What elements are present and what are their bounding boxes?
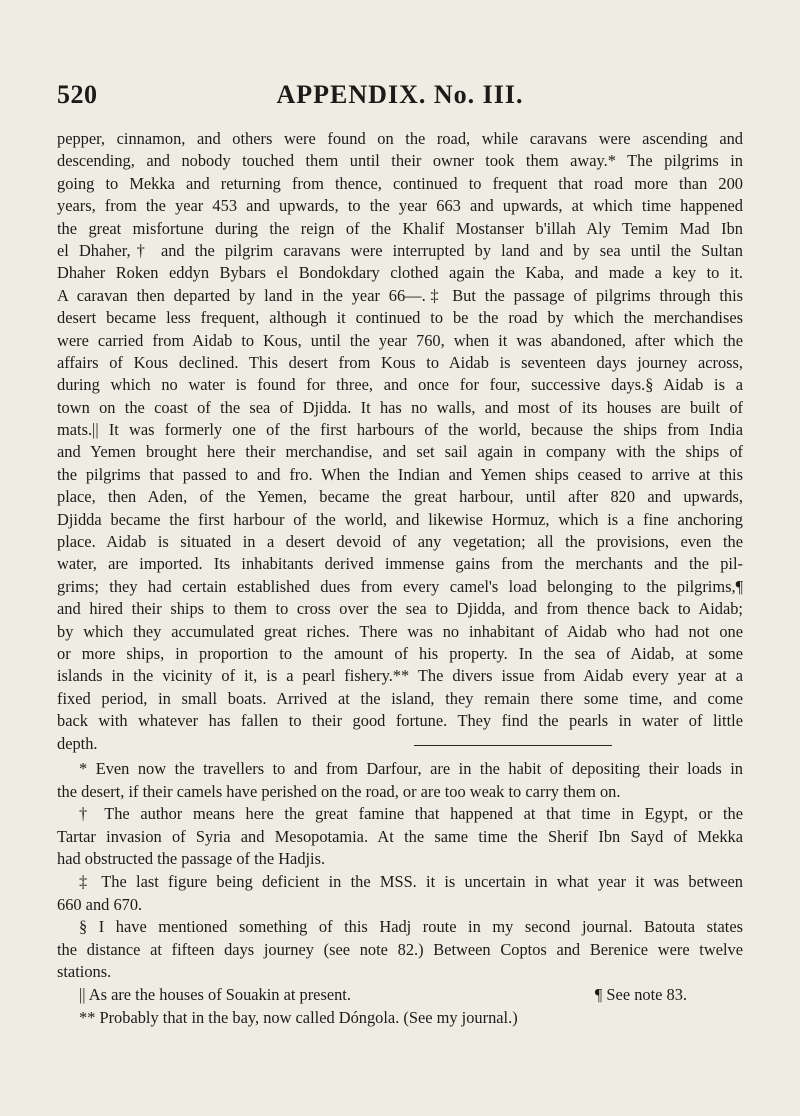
text-line: town on the coast of the sea of Djidda. It has no walls, and most of its houses are built of (57, 397, 743, 417)
footnote-line: stations. (57, 962, 112, 982)
footnote-line: ‡ The last figure being deficient in the MSS. it is uncertain in what year it was between (79, 871, 743, 891)
footnote-line: ** Probably that in the bay, now called Dóngola. (See my journal.) (79, 1007, 518, 1027)
page-number: 520 (57, 80, 98, 109)
footnote-souakin: || As are the houses of Souakin at present. (79, 984, 351, 1004)
page-header (0, 80, 800, 112)
text-line: the great misfortune during the reign of the Khalif Mostanser b'illah Aly Temim Mad Ibn (57, 218, 743, 238)
footnote-line: had obstructed the passage of the Hadjis. (57, 849, 326, 869)
running-title: APPENDIX. No. III. (276, 80, 524, 109)
text-line: were carried from Aidab to Kous, until the year 760, when it was abandoned, after which the (57, 330, 743, 350)
text-line: pepper, cinnamon, and others were found on the road, while caravans were ascending and (57, 129, 743, 148)
text-line: back with whatever has fallen to their good fortune. They find the pearls in water of little (57, 711, 743, 731)
footnote-pair-line (57, 984, 743, 1007)
text-line: A caravan then departed by land in the year 66—.‡ But the passage of pilgrims through this (57, 285, 743, 305)
text-line: the pilgrims that passed to and fro. When the Indian and Yemen ships ceased to arrive at this (57, 464, 743, 484)
footnote-line: § I have mentioned something of this Hadj route in my second journal. Batouta states (79, 917, 743, 937)
text-line: water, are imported. Its inhabitants derived immense gains from the merchants and the pil- (57, 554, 743, 574)
text-line: el Dhaher,† and the pilgrim caravans were interrupted by land and by sea until the Sultan (57, 240, 743, 260)
footnote-note-83: ¶ See note 83. (594, 984, 687, 1004)
footnote-line: the distance at fifteen days journey (see note 82.) Between Coptos and Berenice were twelve (57, 939, 743, 959)
text-line: or more ships, in proportion to the amount of his property. In the sea of Aidab, at some (57, 643, 743, 663)
footnotes (57, 758, 743, 1029)
text-line: during which no water is found for three, and once for four, successive days.§ Aidab is a (57, 375, 743, 395)
footnote-line: * Even now the travellers to and from Darfour, are in the habit of depositing their loads in (79, 759, 743, 778)
text-line: going to Mekka and returning from thence, continued to frequent that road more than 200 (57, 173, 743, 193)
text-line: and Yemen brought here their merchandise, and set sail again in company with the ships of (57, 442, 743, 462)
footnote-line: the desert, if their camels have perished on the road, or are too weak to carry them on. (57, 781, 621, 801)
footnote-separator-rule (414, 745, 612, 746)
text-line: depth. (57, 733, 98, 753)
text-line: descending, and nobody touched them until their owner took them away.* The pilgrims in (57, 151, 743, 171)
footnote-line: 660 and 670. (57, 894, 143, 914)
footnote-line: Tartar invasion of Syria and Mesopotamia. At the same time the Sherif Ibn Sayd of Mekka (57, 826, 743, 846)
text-line: affairs of Kous declined. This desert from Kous to Aidab is seventeen days journey across, (57, 352, 743, 372)
text-line: place. Aidab is situated in a desert devoid of any vegetation; all the provisions, even the (57, 532, 743, 552)
text-line: grims; they had certain established dues from every camel's load belonging to the pilgrims,¶ (57, 576, 743, 596)
text-line: desert became less frequent, although it continued to be the road by which the merchandises (57, 308, 743, 328)
text-line: place, then Aden, of the Yemen, became the great harbour, until after 820 and upwards, (57, 487, 743, 507)
text-line: and hired their ships to them to cross over the sea to Djidda, and from thence back to Aidab; (57, 599, 743, 619)
text-line: by which they accumulated great riches. There was no inhabitant of Aidab who had not one (57, 621, 743, 641)
text-line: years, from the year 453 and upwards, to the year 663 and upwards, at which time happened (57, 196, 743, 216)
text-line: islands in the vicinity of it, is a pearl fishery.** The divers issue from Aidab every year at a (57, 666, 743, 686)
main-text (57, 128, 743, 755)
text-line: Djidda became the first harbour of the world, and likewise Hormuz, which is a fine anchoring (57, 509, 743, 529)
footnote-line: † The author means here the great famine that happened at that time in Egypt, or the (79, 804, 743, 824)
text-line: fixed period, in small boats. Arrived at the island, they remain there some time, and come (57, 688, 743, 708)
text-line: mats.|| It was formerly one of the first harbours of the world, because the ships from India (57, 420, 743, 440)
text-line: Dhaher Roken eddyn Bybars el Bondokdary clothed again the Kaba, and made a key to it. (57, 263, 743, 283)
